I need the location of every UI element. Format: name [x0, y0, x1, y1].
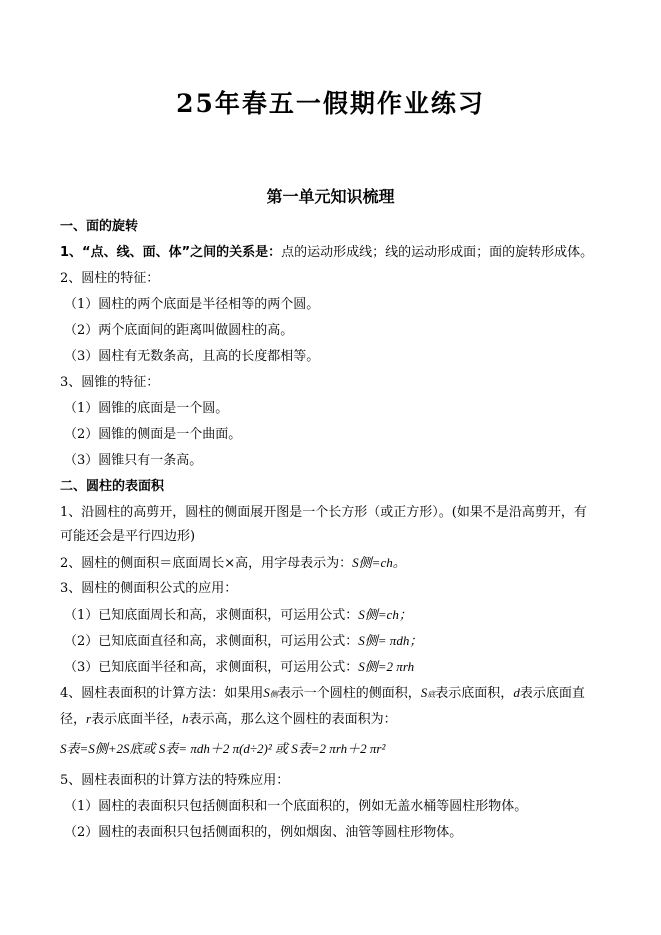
list-item-text: （1）已知底面周长和高，求侧面积，可运用公式：	[64, 608, 359, 623]
text: 表示高，那么这个圆柱的表面积为：	[188, 712, 397, 727]
paragraph-unfold-line1: 1、沿圆柱的高剪开，圆柱的侧面展开图是一个长方形（或正方形）。(如果不是沿高剪开，有	[60, 505, 587, 520]
lateral-area-application-heading: 3、圆柱的侧面积公式的应用：	[60, 581, 238, 596]
list-item: （2）两个底面间的距离叫做圆柱的高。	[64, 323, 294, 338]
paragraph-text: 2、圆柱的侧面积＝底面周长×高，用字母表示为：	[60, 556, 353, 571]
list-item-text: （3）已知底面半径和高，求侧面积，可运用公式：	[64, 660, 359, 675]
list-item: （3）圆锥只有一条高。	[64, 453, 203, 468]
text: 表示底面直	[519, 686, 585, 701]
surface-area-method-line2	[60, 710, 608, 728]
cylinder-features-heading: 2、圆柱的特征：	[60, 271, 160, 286]
paragraph-lateral-area	[60, 554, 608, 572]
list-item	[60, 606, 612, 624]
paragraph-lead: 1、“点、线、面、体”之间的关系是：	[60, 245, 282, 260]
list-item: （2）圆柱的表面积只包括侧面积的，例如烟囱、油管等圆柱形物体。	[64, 825, 463, 840]
lateral-area-formula: S侧=ch。	[352, 555, 406, 570]
section-heading-surface-area: 二、圆柱的表面积	[60, 479, 165, 494]
formula: S侧=2 πrh	[358, 659, 415, 674]
list-item: （1）圆柱的两个底面是半径相等的两个圆。	[64, 297, 320, 312]
surface-area-special-heading: 5、圆柱表面积的计算方法的特殊应用：	[60, 773, 290, 788]
paragraph-unfold-line2: 可能还会是平行四边形)	[60, 529, 196, 544]
text: 径，	[60, 712, 87, 727]
formula: S侧= πdh；	[358, 633, 423, 648]
formula: S侧=ch；	[358, 607, 412, 622]
text: 表示底面积，	[435, 686, 514, 701]
list-item: （3）圆柱有无数条高，且高的长度都相等。	[64, 349, 320, 364]
list-item	[60, 658, 612, 676]
list-item: （2）圆锥的侧面是一个曲面。	[64, 427, 242, 442]
symbol-d: d	[513, 685, 520, 700]
symbol-r: r	[86, 711, 92, 726]
list-item: （1）圆锥的底面是一个圆。	[64, 401, 229, 416]
unit-title: 第一单元知识梳理	[266, 187, 395, 206]
symbol-h: h	[182, 711, 189, 726]
text: 表示一个圆柱的侧面积，	[277, 686, 421, 701]
cone-features-heading: 3、圆锥的特征：	[60, 375, 160, 390]
text: 表示底面半径，	[91, 712, 183, 727]
surface-area-formula: S表=S侧+2S底或 S表= πdh＋2 π(d÷2)² 或 S表=2 πrh＋2 πr²	[60, 741, 386, 756]
surface-area-method-line1	[60, 684, 608, 703]
paragraph-text: 点的运动形成线；线的运动形成面；面的旋转形成体。	[281, 245, 594, 260]
list-item	[60, 632, 612, 650]
symbol-s-base: S底	[420, 685, 436, 700]
document-title: 25年春五一假期作业练习	[176, 89, 485, 118]
text: 4、圆柱表面积的计算方法：如果用	[60, 686, 264, 701]
paragraph-point-line-surface-body	[60, 244, 608, 261]
section-heading-rotation: 一、面的旋转	[60, 219, 139, 234]
list-item-text: （2）已知底面直径和高，求侧面积，可运用公式：	[64, 634, 359, 649]
symbol-s-lateral: S侧	[263, 685, 278, 700]
list-item: （1）圆柱的表面积只包括侧面积和一个底面积的，例如无盖水桶等圆柱形物体。	[64, 799, 528, 814]
